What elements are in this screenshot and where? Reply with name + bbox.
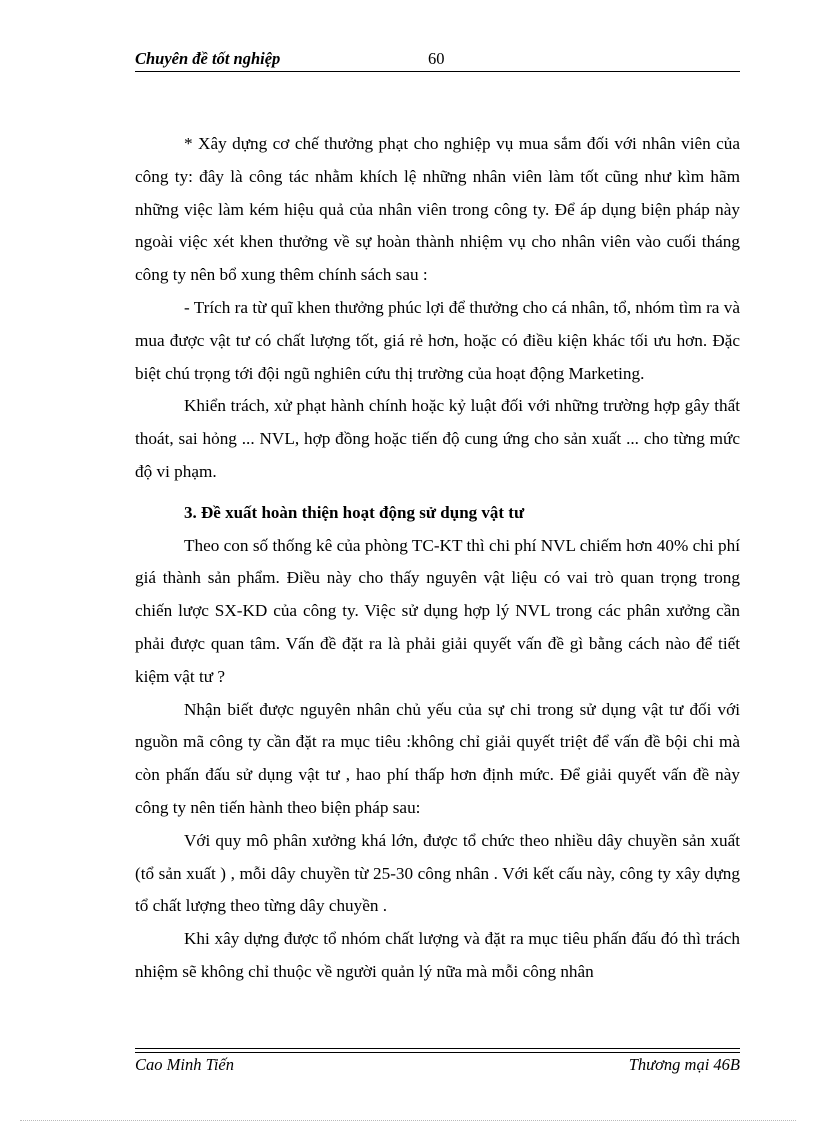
paragraph-quality-team: Khi xây dựng được tổ nhóm chất lượng và đặt ra mục tiêu phấn đấu đó thì trách nhiệm sẽ không chỉ thuộc về người quản lý nữa mà mỗi công nhân — [135, 929, 740, 981]
body-text — [135, 128, 740, 989]
page-header — [135, 49, 740, 71]
paragraph-reward-fund: - Trích ra từ quĩ khen thưởng phúc lợi để thưởng cho cá nhân, tổ, nhóm tìm ra và mua được vật tư có chất lượng tốt, giá rẻ hơn, hoặc có điều kiện khác tối ưu hơn. Đặc biệt chú trọng tới đội ngũ nghiên cứu thị trường của hoạt động Marketing. — [135, 297, 740, 383]
section-heading: 3. Đề xuất hoàn thiện hoạt động sử dụng vật tư — [184, 502, 525, 522]
footer-divider — [135, 1048, 740, 1049]
paragraph-discipline: Khiển trách, xử phạt hành chính hoặc kỷ luật đối với những trường hợp gây thất thoát, sai hỏng ... NVL, hợp đồng hoặc tiến độ cung ứng cho sản xuất ... cho từng mức độ vi phạm. — [135, 396, 740, 481]
paragraph-statistics: Theo con số thống kê của phòng TC-KT thì chi phí NVL chiếm hơn 40% chi phí giá thành sản phẩm. Điều này cho thấy nguyên vật liệu có vai trò quan trọng trong chiến lược SX-KD của công ty. Việc sử dụng hợp lý NVL trong các phân xưởng cần phải được quan tâm. Vấn đề đặt ra là phải giải quyết vấn đề gì bằng cách nào để tiết kiệm vật tư ? — [135, 535, 740, 686]
page-number: 60 — [428, 49, 445, 68]
header-divider — [135, 71, 740, 72]
paragraph-reward-penalty: * Xây dựng cơ chế thưởng phạt cho nghiệp vụ mua sắm đối với nhân viên của công ty: đây là công tác nhằm khích lệ những nhân viên làm tốt cũng như kìm hãm những việc làm kém hiệu quả của nhân viên trong công ty. Để áp dụng biện pháp này ngoài việc xét khen thưởng về sự hoàn thành nhiệm vụ cho nhân viên vào cuối tháng công ty nên bổ xung thêm chính sách sau : — [135, 134, 740, 285]
page-edge — [20, 1120, 796, 1121]
footer-divider-thin — [135, 1052, 740, 1053]
footer-class: Thương mại 46B — [628, 1055, 740, 1074]
document-title: Chuyên đề tốt nghiệp — [135, 49, 281, 68]
paragraph-objectives: Nhận biết được nguyên nhân chủ yếu của sự chi trong sử dụng vật tư đối với nguồn mã công ty cần đặt ra mục tiêu :không chỉ giải quyết triệt để vấn đề bội chi mà còn phấn đấu sử dụng vật tư , hao phí thấp hơn định mức. Để giải quyết vấn đề này công ty nên tiến hành theo biện pháp sau: — [135, 699, 740, 817]
page-footer — [135, 1055, 740, 1077]
paragraph-workshop: Với quy mô phân xưởng khá lớn, được tổ chức theo nhiều dây chuyền sản xuất (tổ sản xuất ) , mỗi dây chuyền từ 25-30 công nhân . Với kết cấu này, công ty xây dựng tổ chất lượng theo từng dây chuyền . — [135, 830, 740, 916]
footer-author: Cao Minh Tiến — [135, 1055, 235, 1074]
